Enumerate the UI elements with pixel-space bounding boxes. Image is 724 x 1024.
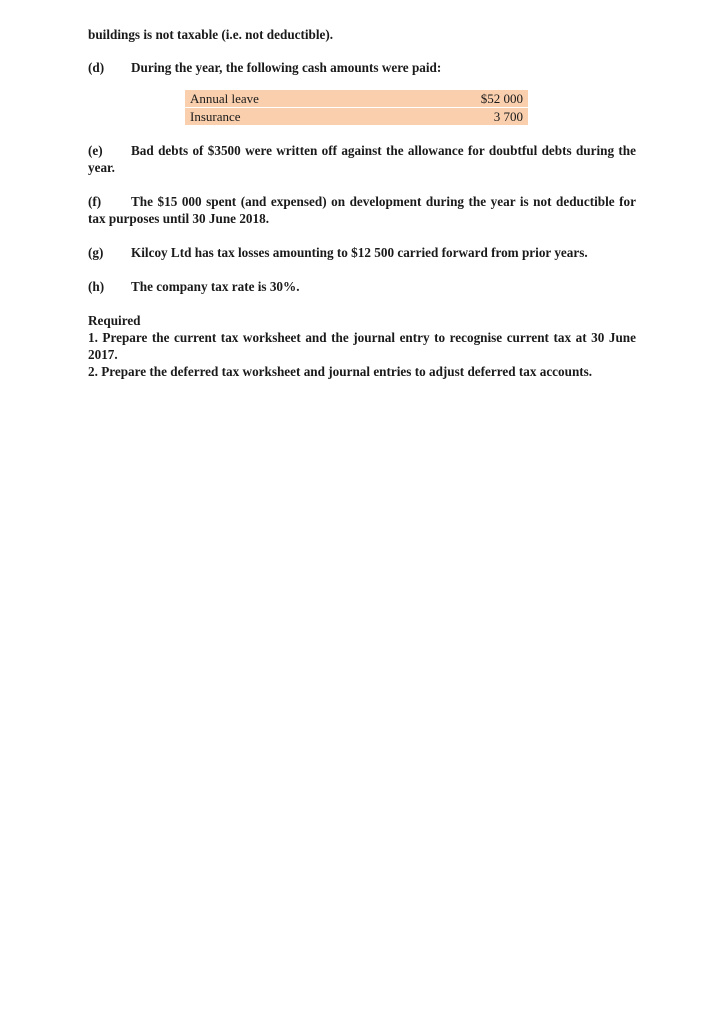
item-g-text: Kilcoy Ltd has tax losses amounting to $12 500 carried forward from prior years.	[131, 245, 588, 260]
item-h-text: The company tax rate is 30%.	[131, 279, 300, 294]
item-g	[88, 244, 636, 261]
item-d-text: During the year, the following cash amounts were paid:	[131, 60, 442, 75]
spacer	[88, 227, 636, 244]
required-heading: Required	[88, 313, 141, 328]
intro-line: buildings is not taxable (i.e. not deductible).	[88, 27, 334, 42]
document-page	[88, 26, 636, 380]
item-e-label: (e)	[88, 143, 103, 158]
cash-paid-table	[185, 90, 528, 125]
spacer	[88, 176, 636, 193]
table-row	[185, 90, 528, 108]
spacer	[88, 295, 636, 312]
spacer	[88, 125, 636, 142]
item-g-label: (g)	[88, 245, 104, 260]
spacer	[88, 43, 636, 59]
required-task-2: 2. Prepare the deferred tax worksheet and journal entries to adjust deferred tax accounts.	[88, 364, 593, 379]
table-row	[185, 108, 528, 126]
item-d-label: (d)	[88, 60, 105, 75]
item-d	[88, 59, 636, 76]
item-h	[88, 278, 636, 295]
item-e-text: Bad debts of $3500 were written off against the allowance for doubtful debts during the year.	[88, 143, 636, 175]
cash-item-label: Insurance	[190, 108, 241, 124]
cash-item-label: Annual leave	[185, 90, 391, 108]
item-e	[88, 142, 636, 176]
item-f-text: The $15 000 spent (and expensed) on development during the year is not deductible for tax purposes until 30 June 2018.	[88, 194, 636, 226]
cash-item-amount: $52 000	[391, 90, 528, 108]
item-h-label: (h)	[88, 279, 105, 294]
required-task-1: 1. Prepare the current tax worksheet and the journal entry to recognise current tax at 30 June 2017.	[88, 330, 636, 362]
spacer	[88, 261, 636, 278]
item-f	[88, 193, 636, 227]
item-f-label: (f)	[88, 194, 102, 209]
cash-item-amount: 3 700	[493, 108, 523, 124]
